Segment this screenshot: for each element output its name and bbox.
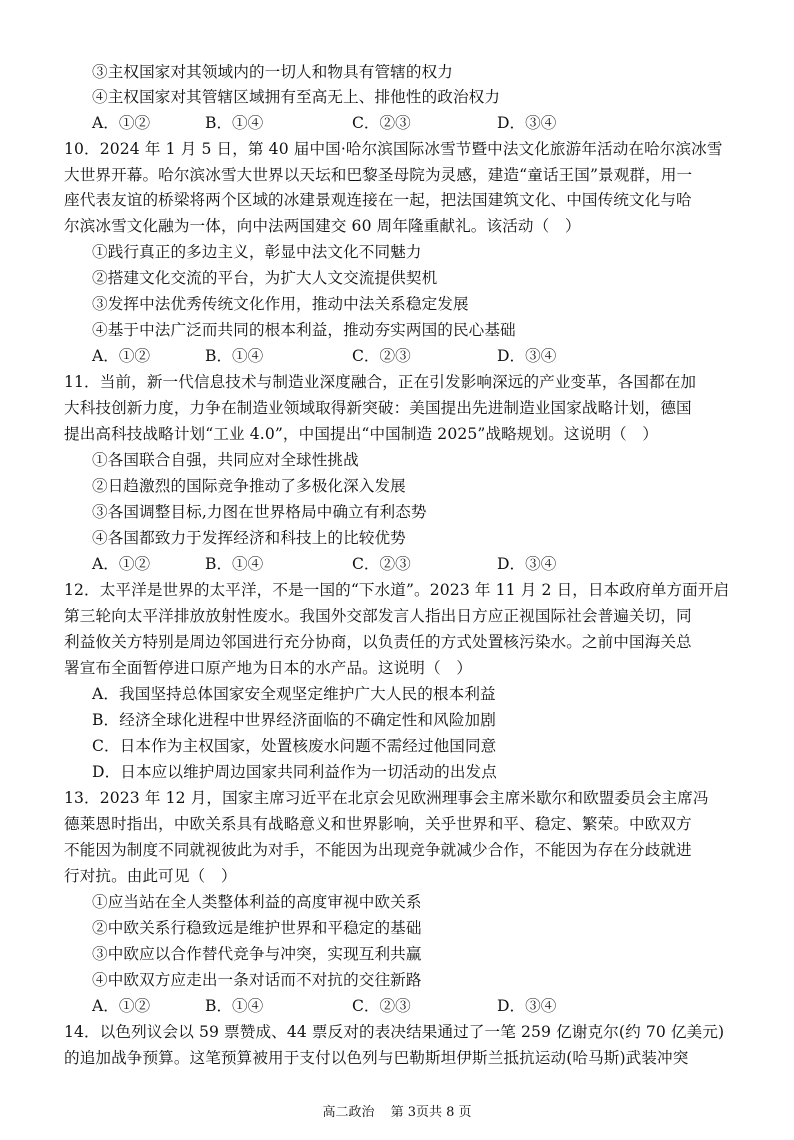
q12-option-b: B．经济全球化进程中世界经济面临的不确定性和风险加剧 (92, 711, 496, 729)
q12-option-c: C．日本作为主权国家，处置核废水问题不需经过他国同意 (92, 737, 497, 755)
q11-choice-d: D．③④ (497, 555, 557, 573)
q13-choice-c: C．②③ (352, 997, 411, 1015)
q12-stem-line: 署宣布全面暂停进口原产地为日本的水产品。这说明（ ） (64, 659, 473, 677)
q13-choice-a: A．①② (92, 997, 151, 1015)
q10-stem-line: 10．2024 年 1 月 5 日，第 40 届中国·哈尔滨国际冰雪节暨中法文化旅游年活动在哈尔滨冰雪 (64, 140, 723, 158)
q10-choice-d: D．③④ (497, 347, 557, 365)
q11-stem-line: 11．当前，新一代信息技术与制造业深度融合，正在引发影响深远的产业变革，各国都在加 (64, 373, 697, 391)
q13-stem-line: 行对抗。由此可见（ ） (64, 867, 237, 885)
q11-choice-b: B．①④ (205, 555, 264, 573)
q11-item-2: ②日趋激烈的国际竞争推动了多极化深入发展 (92, 477, 406, 495)
q13-item-2: ②中欧关系行稳致远是维护世界和平稳定的基础 (92, 919, 422, 937)
q12-stem-line: 第三轮向太平洋排放放射性废水。我国外交部发言人指出日方应正视国际社会普遍关切，同 (64, 607, 692, 625)
q13-choice-d: D．③④ (497, 997, 557, 1015)
q10-choice-a: A．①② (92, 347, 151, 365)
footer-page-info: 第 3页共 8 页 (390, 1105, 472, 1120)
q10-item-2: ②搭建文化交流的平台，为扩大人文交流提供契机 (92, 269, 438, 287)
q11-item-1: ①各国联合自强，共同应对全球性挑战 (92, 451, 359, 469)
q13-item-4: ④中欧双方应走出一条对话而不对抗的交往新路 (92, 971, 422, 989)
q9-item-4: ④主权国家对其管辖区域拥有至高无上、排他性的政治权力 (92, 88, 501, 106)
q9-choice-a: A．①② (92, 114, 151, 132)
q11-stem-line: 大科技创新力度，力争在制造业领域取得新突破：美国提出先进制造业国家战略计划，德国 (64, 399, 692, 417)
q11-choice-c: C．②③ (352, 555, 411, 573)
q12-option-d: D．日本应以维护周边国家共同利益作为一切活动的出发点 (92, 763, 497, 781)
q10-choice-c: C．②③ (352, 347, 411, 365)
q10-stem-line: 座代表友谊的桥梁将两个区域的冰建景观连接在一起，把法国建筑文化、中国传统文化与哈 (64, 191, 692, 209)
footer-subject: 高二政治 (322, 1105, 375, 1120)
q10-item-1: ①践行真正的多边主义，彰显中法文化不同魅力 (92, 243, 422, 261)
q11-choice-a: A．①② (92, 555, 151, 573)
q9-choice-d: D．③④ (497, 114, 557, 132)
q14-stem-line: 14．以色列议会以 59 票赞成、44 票反对的表决结果通过了一笔 259 亿谢克尔(约 70 亿美元) (64, 1023, 725, 1041)
q12-option-a: A．我国坚持总体国家安全观坚定维护广大人民的根本利益 (92, 685, 496, 703)
q12-stem-line: 12．太平洋是世界的太平洋，不是一国的“下水道”。2023 年 11 月 2 日，日本政府单方面开启 (64, 581, 730, 599)
q11-item-3: ③各国调整目标,力图在世界格局中确立有利态势 (92, 503, 427, 521)
q12-stem-line: 利益攸关方特别是周边邻国进行充分协商，以负责任的方式处置核污染水。之前中国海关总 (64, 633, 692, 651)
q9-choice-c: C．②③ (352, 114, 411, 132)
q10-stem-line: 尔滨冰雪文化融为一体，向中法两国建交 60 周年隆重献礼。该活动（ ） (64, 217, 581, 235)
q11-stem-line: 提出高科技战略计划“工业 4.0”，中国提出“中国制造 2025”战略规划。这说明（ ） (64, 425, 659, 443)
q13-item-3: ③中欧应以合作替代竞争与冲突，实现互利共赢 (92, 945, 422, 963)
q10-item-3: ③发挥中法优秀传统文化作用，推动中法关系稳定发展 (92, 295, 469, 313)
q13-item-1: ①应当站在全人类整体利益的高度审视中欧关系 (92, 893, 422, 911)
page-footer (0, 1104, 794, 1122)
q10-stem-line: 大世界开幕。哈尔滨冰雪大世界以天坛和巴黎圣母院为灵感，建造“童话王国”景观群，用一 (64, 166, 693, 184)
q14-stem-line: 的追加战争预算。这笔预算被用于支付以色列与巴勒斯坦伊斯兰抵抗运动(哈马斯)武装冲突 (64, 1049, 689, 1067)
q10-choice-b: B．①④ (205, 347, 264, 365)
q9-choice-b: B．①④ (205, 114, 264, 132)
q9-item-3: ③主权国家对其领域内的一切人和物具有管辖的权力 (92, 63, 453, 81)
q10-item-4: ④基于中法广泛而共同的根本利益，推动夯实两国的民心基础 (92, 321, 516, 339)
q13-choice-b: B．①④ (205, 997, 264, 1015)
q13-stem-line: 德莱恩时指出，中欧关系具有战略意义和世界影响，关乎世界和平、稳定、繁荣。中欧双方 (64, 815, 692, 833)
q13-stem-line: 13．2023 年 12 月，国家主席习近平在北京会见欧洲理事会主席米歇尔和欧盟委员会主席冯 (64, 789, 709, 807)
q13-stem-line: 不能因为制度不同就视彼此为对手，不能因为出现竞争就减少合作，不能因为存在分歧就进 (64, 841, 692, 859)
q11-item-4: ④各国都致力于发挥经济和科技上的比较优势 (92, 529, 406, 547)
